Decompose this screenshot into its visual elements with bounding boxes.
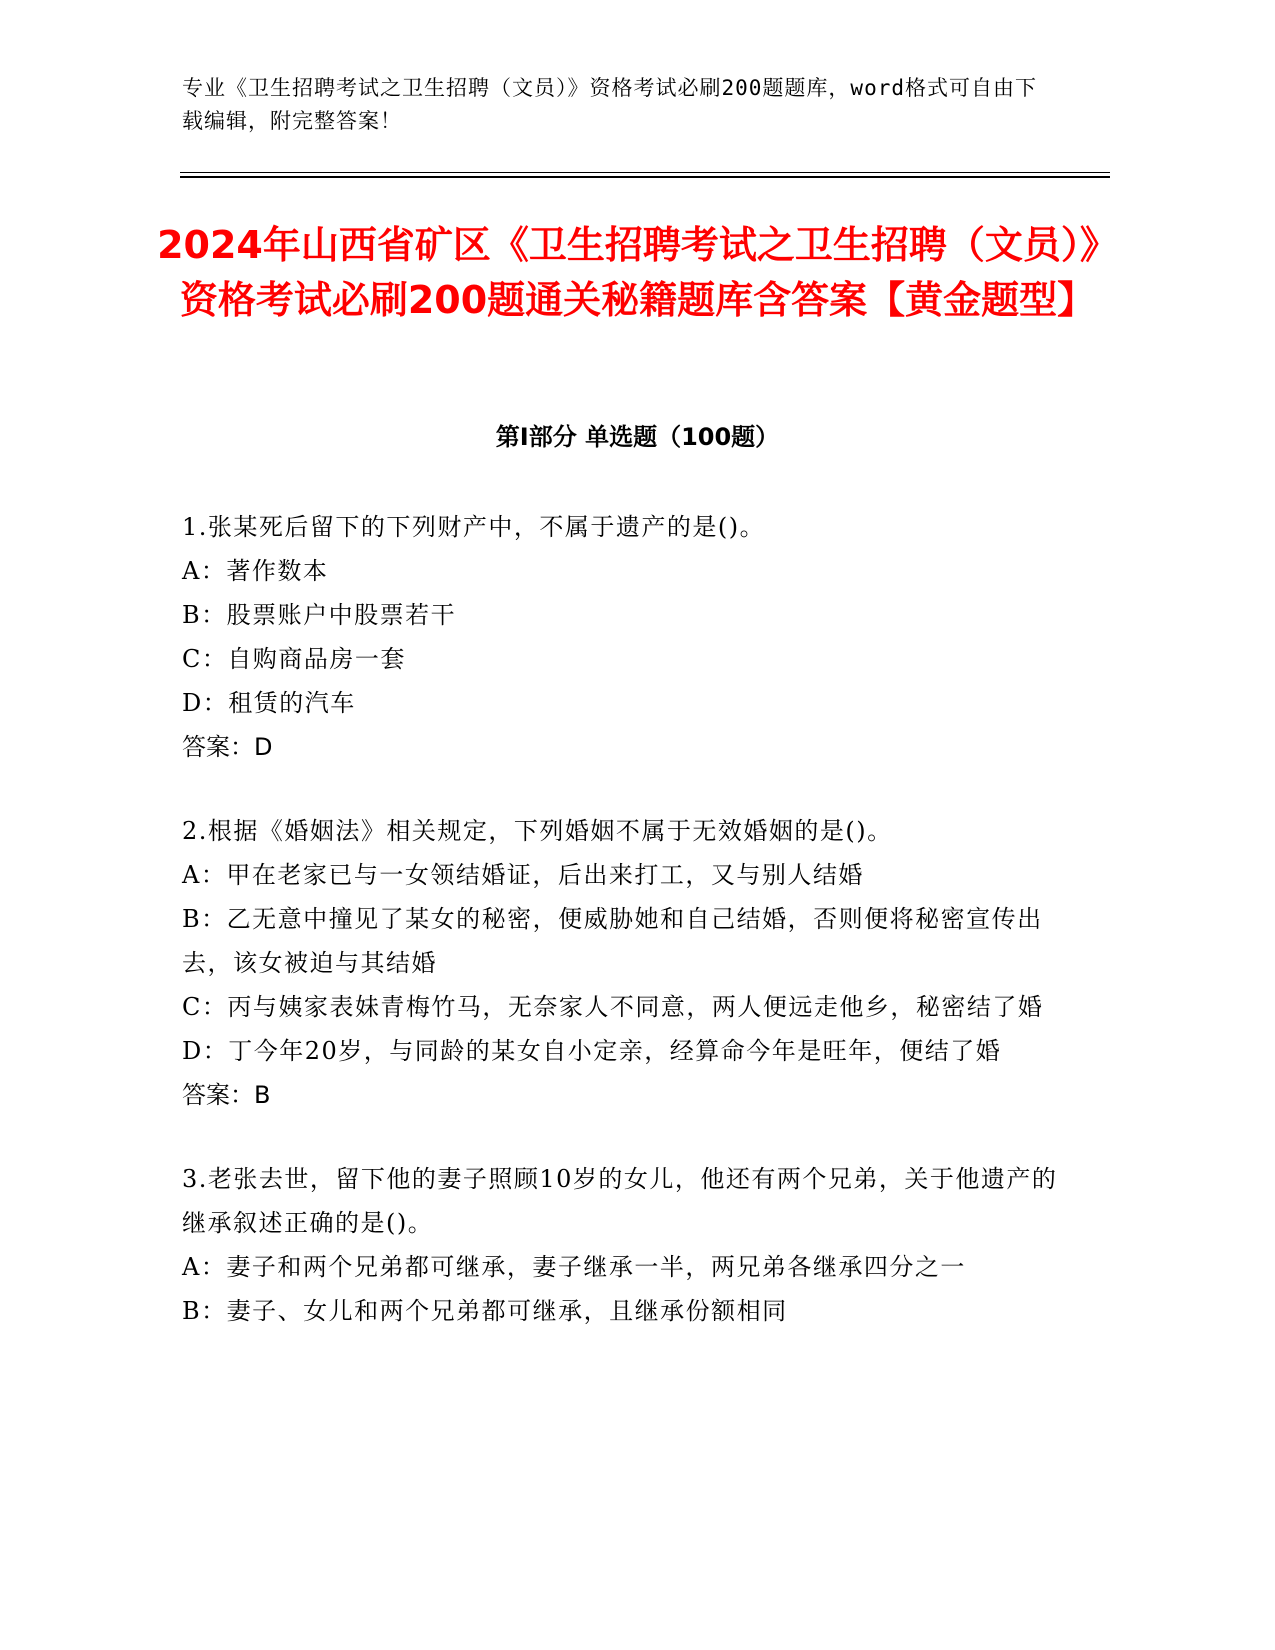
question-stem: 3.老张去世，留下他的妻子照顾10岁的女儿，他还有两个兄弟，关于他遗产的继承叙述正确的是()。 <box>182 1165 1058 1237</box>
option-b: B：乙无意中撞见了某女的秘密，便威胁她和自己结婚，否则便将秘密宣传出去，该女被迫与其结婚 <box>182 905 1043 977</box>
header-note: 专业《卫生招聘考试之卫生招聘（文员）》资格考试必刷200题题库，word格式可自由下载编辑，附完整答案！ <box>182 76 1037 133</box>
option-d: D：丁今年20岁，与同龄的某女自小定亲，经算命今年是旺年，便结了婚 <box>182 1037 1002 1065</box>
question-1 <box>182 505 1062 769</box>
option-b: B：妻子、女儿和两个兄弟都可继承，且继承份额相同 <box>182 1297 788 1325</box>
option-a: A：著作数本 <box>182 557 329 585</box>
question-stem: 1.张某死后留下的下列财产中，不属于遗产的是()。 <box>182 513 766 541</box>
question-stem: 2.根据《婚姻法》相关规定，下列婚姻不属于无效婚姻的是()。 <box>182 817 893 845</box>
header-divider-thin <box>180 172 1110 173</box>
document-title: 2024年山西省矿区《卫生招聘考试之卫生招聘（文员）》资格考试必刷200题通关秘籍题库含答案【黄金题型】 <box>157 223 1118 322</box>
section-title: 第Ⅰ部分 单选题（100题） <box>495 423 780 451</box>
option-a: A：妻子和两个兄弟都可继承，妻子继承一半，两兄弟各继承四分之一 <box>182 1253 966 1281</box>
option-d: D：租赁的汽车 <box>182 689 356 717</box>
question-list <box>182 505 1062 1373</box>
header-divider-thick <box>180 176 1110 178</box>
option-c: C：自购商品房一套 <box>182 645 406 673</box>
answer: 答案：D <box>182 733 273 761</box>
answer: 答案：B <box>182 1081 271 1109</box>
option-c: C：丙与姨家表妹青梅竹马，无奈家人不同意，两人便远走他乡，秘密结了婚 <box>182 993 1044 1021</box>
option-b: B：股票账户中股票若干 <box>182 601 457 629</box>
option-a: A：甲在老家已与一女领结婚证，后出来打工，又与别人结婚 <box>182 861 864 889</box>
question-2 <box>182 809 1062 1117</box>
question-3 <box>182 1157 1062 1333</box>
